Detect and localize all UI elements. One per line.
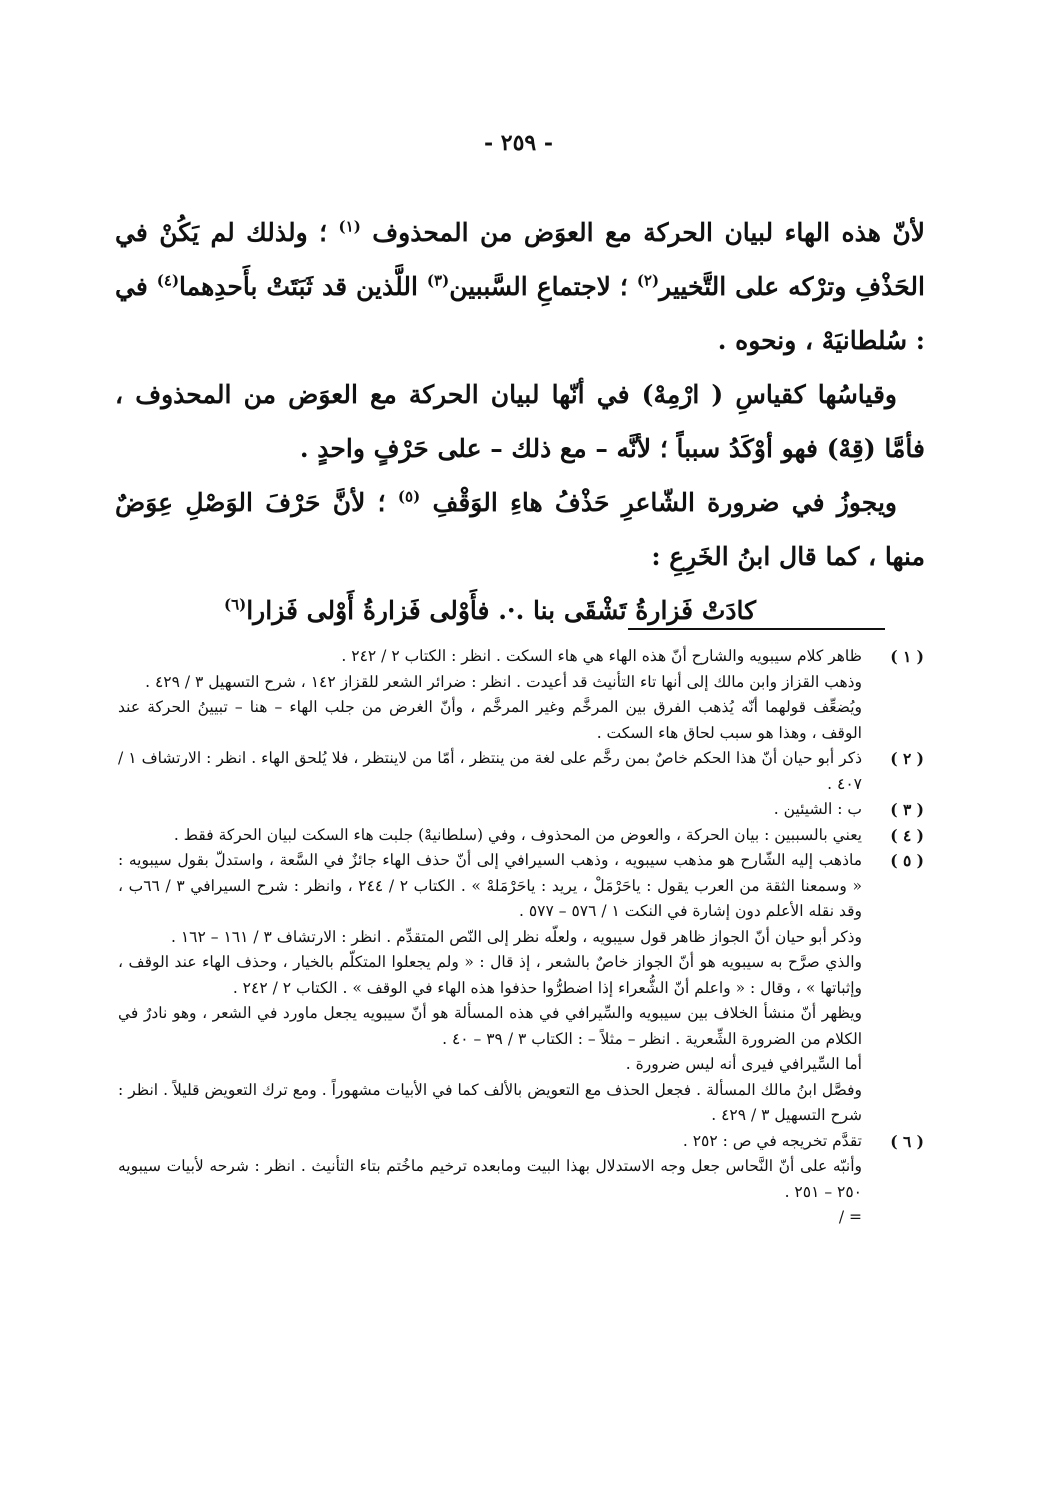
paragraph-1-text-e: في : سُلطانيَهْ ، ونحوه . [115, 272, 925, 355]
footnote-number: ( ٤ ) [890, 825, 924, 845]
paragraph-3 [115, 476, 925, 584]
paragraph-1-text-a: لأنّ هذه الهاء لبيان الحركة مع العوَض من المحذوف [372, 218, 925, 247]
footnote-number: ( ١ ) [890, 647, 924, 666]
footnote-text: والذي صرَّح به سيبويه هو أنّ الجواز خاصٌ بالشعر ، إذ قال : « ولم يجعلوا المتكلّم بالخيار ، وحذف الهاء عند الوقف ، وإثباتها » ، وقال : « واعلم أنّ الشُّعراء إذا اضطرُّوا حذفوا هذه الهاء في الوقف » . الكتاب ٢ / ٢٤٢ . [118, 953, 862, 997]
footnote-text: ويُضعِّف قولهما أنّه يُذهب الفرق بين المرخَّم وغير المرخَّم ، وأنّ الغرض من جلب الهاء – هنا – تبيينُ الحركة عند الوقف ، وهذا هو سبب لحاق هاء السكت . [118, 698, 862, 742]
footnotes [118, 644, 924, 1231]
footnote-ref-5[interactable]: (٥) [397, 487, 421, 506]
footnote-number: ( ٢ ) [890, 749, 924, 768]
paragraph-3-text-b: ؛ لأنَّ حَرْفَ الوَصْلِ عِوَضٌ منها ، كما قال ابنُ الخَرِعِ : [115, 488, 925, 571]
footnote-text: ظاهر كلام سيبويه والشارح أنّ هذه الهاء هي هاء السكت . انظر : الكتاب ٢ / ٢٤٢ . [341, 647, 862, 665]
footnote-number: ( ٥ ) [890, 851, 924, 870]
footnote-text: ب : الشيئين . [773, 800, 862, 818]
paragraph-1-text-c: ؛ لاجتماعِ السَّببين [449, 272, 628, 301]
footnote-text: أما السِّيرافي فيرى أنه ليس ضرورة . [625, 1055, 862, 1073]
footnote-text: ذكر أبو حيان أنّ هذا الحكم خاصٌ بمن رخَّم على لغة من ينتظر ، أمّا من لاينتظر ، فلا يُلحق الهاء . انظر : الارتشاف ١ / ٤٠٧ . [118, 749, 862, 793]
footnote-2 [118, 746, 924, 797]
footnote-text: ويظهر أنّ منشأ الخلاف بين سيبويه والسِّيرافي في هذه المسألة هو أنّ سيبويه يجعل ماورد في الشعر ، وهو نادرٌ في الكلام من الضرورة الشِّعرية . انظر – مثلاً – : الكتاب ٣ / ٣٩ – ٤٠ . [118, 1004, 862, 1048]
paragraph-1 [115, 206, 925, 368]
footnote-1 [118, 644, 924, 746]
footnote-ref-4[interactable]: (٤) [156, 271, 180, 290]
footnote-ref-6[interactable]: (٦) [223, 595, 247, 614]
footnote-3 [118, 797, 924, 823]
footnote-6 [118, 1129, 924, 1231]
footnote-text: وذكر أبو حيان أنّ الجواز ظاهر قول سيبويه ، ولعلّه نظر إلى النّص المتقدِّم . انظر : الارتشاف ٣ / ١٦١ – ١٦٢ . [171, 927, 862, 946]
footnote-4 [118, 823, 924, 849]
continuation-marker: = / [838, 1208, 862, 1226]
footnote-text: يعني بالسببين : بيان الحركة ، والعوض من المحذوف ، وفي (سلطانيهْ) جلبت هاء السكت لبيان الحركة فقط . [173, 825, 862, 844]
footnote-ref-1[interactable]: (١) [338, 217, 361, 236]
paragraph-3-text-a: ويجوزُ في ضرورة الشّاعرِ حَذْفُ هاءِ الوَقْفِ [432, 488, 897, 517]
paragraph-2: وقياسُها كقياسِ ( ارْمِهْ) في أنّها لبيان الحركة مع العوَض من المحذوف ، فأمَّا (قِهْ) فهو أوْكَدُ سبباً ؛ لأنَّه – مع ذلك – على حَرْفٍ واحدٍ . [115, 380, 925, 463]
footnote-number: ( ٦ ) [890, 1131, 924, 1151]
footnote-divider [628, 628, 885, 630]
footnote-text: تقدَّم تخريجه في ص : ٢٥٢ . [682, 1131, 862, 1150]
footnote-text: وأنبّه على أنّ النَّحاس جعل وجه الاستدلال بهذا البيت ومابعده ترخيم ماخُتم بتاء التأنيث . انظر : شرحه لأبيات سيبويه ٢٥٠ – ٢٥١ . [118, 1157, 862, 1201]
footnote-ref-3[interactable]: (٣) [426, 271, 450, 290]
footnote-5 [118, 848, 924, 1129]
footnote-text: ماذهب إليه الشّارح هو مذهب سيبويه ، وذهب السيرافي إلى أنّ حذف الهاء جائزٌ في السَّعة ، واستدلّ بقول سيبويه : « وسمعنا الثقة من العرب يقول : ياحَرْمَلْ ، يريد : ياحَرْمَلهْ » . الكتاب ٢ / ٢٤٤ ، وانظر : شرح السيرافي ٣ / ٦٦ب ، وقد نقله الأعلم دون إشارة في النكت ١ / ٥٧٦ – ٥٧٧ . [118, 851, 863, 920]
footnote-ref-2[interactable]: (٢) [636, 271, 660, 290]
page-number: - ٢٥٩ - [483, 130, 554, 156]
main-text [115, 206, 925, 638]
verse-text: كادَتْ فَزارةُ تَشْقَى بنا .·. فأَوْلى فَزارةُ أَوْلى فَزارا [246, 596, 757, 625]
paragraph-1-text-b: ؛ ولذلك لم يَكُنْ في الحَذْفِ وترْكه على التَّخيير [115, 218, 925, 301]
paragraph-1-text-d: اللَّذين قد ثَبَتَتْ بأَحدِهما [179, 272, 418, 301]
footnote-number: ( ٣ ) [890, 800, 924, 819]
footnote-text: وذهب القزاز وابن مالك إلى أنها تاء التأنيث قد أعيدت . انظر : ضرائر الشعر للقزاز ١٤٢ ، شرح التسهيل ٣ / ٤٢٩ . [145, 672, 862, 691]
footnote-text: وفصَّل ابنُ مالك المسألة . فجعل الحذف مع التعويض بالألف كما في الأبيات مشهوراً . ومع ترك التعويض قليلاً . انظر : شرح التسهيل ٣ / ٤٢٩ . [118, 1080, 862, 1124]
